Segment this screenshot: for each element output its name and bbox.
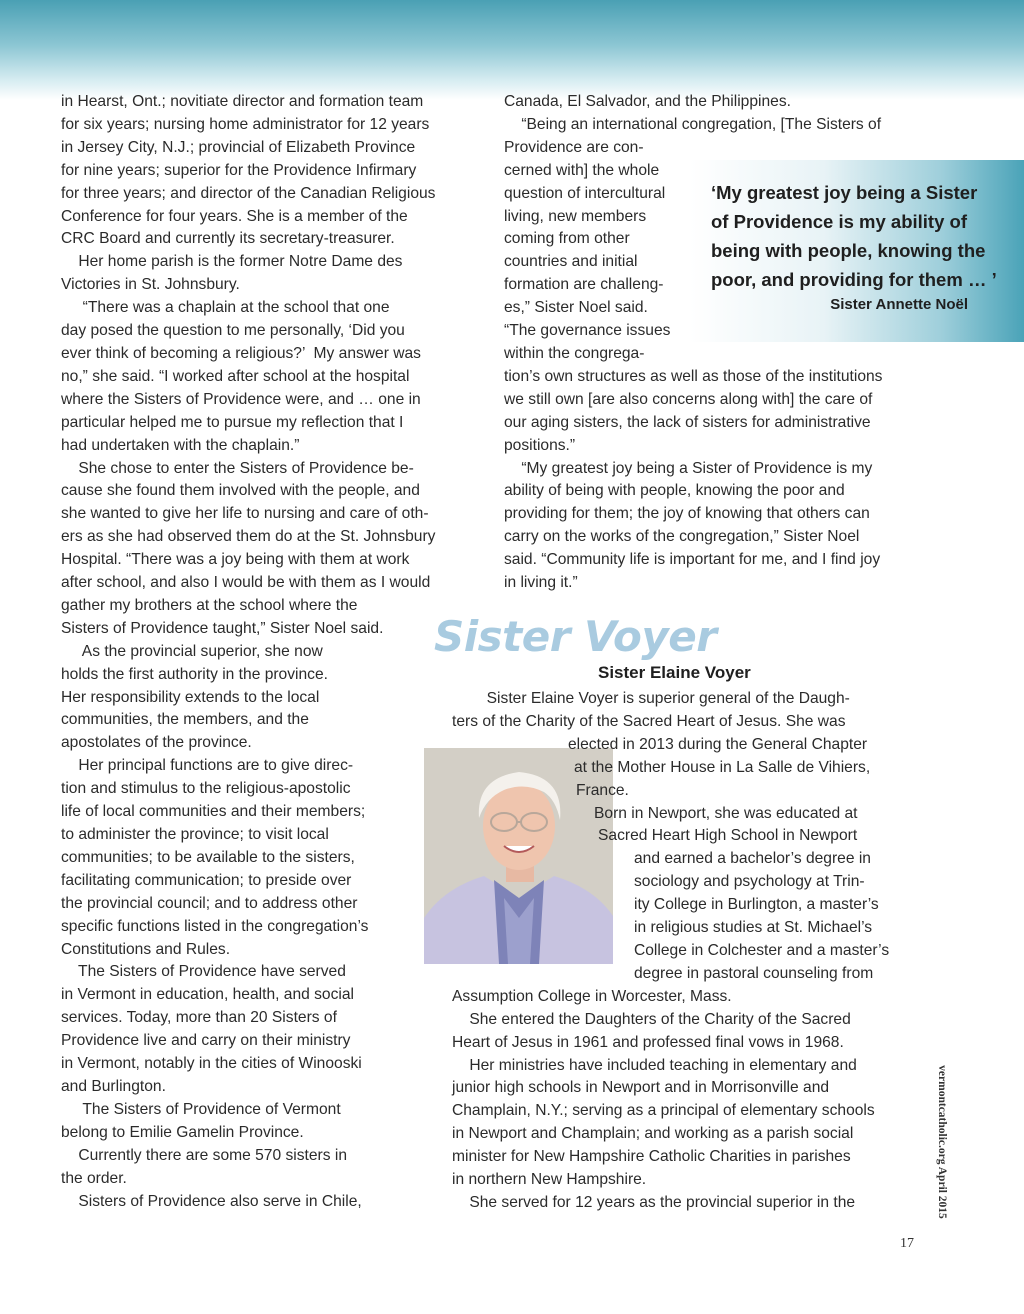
text-line: es,” Sister Noel said. [504,299,648,317]
text-line: ever think of becoming a religious?’ My answer was [61,344,421,362]
text-line: holds the first authority in the province. [61,665,328,683]
section-display-heading: Sister Voyer [434,612,717,661]
text-line: apostolates of the province. [61,734,252,752]
text-line: CRC Board and currently its secretary-treasurer. [61,230,395,248]
text-line: facilitating communication; to preside over [61,871,352,889]
text-line: Her principal functions are to give direc- [61,757,354,775]
pull-quote-line: ‘My greatest joy being a Sister [711,182,978,203]
text-line: day posed the question to me personally, ‘Did you [61,322,405,340]
text-line: communities, the members, and the [61,711,309,729]
text-line: Providence are con- [504,138,644,156]
text-line: in Vermont, notably in the cities of Winooski [61,1055,362,1073]
text-line: to administer the province; to visit local [61,826,329,843]
text-line: no,” she said. “I worked after school at the hospital [61,367,410,385]
text-line: “Being an international congregation, [The Sisters of [504,115,882,133]
text-line: at the Mother House in La Salle de Vihiers, [574,758,871,776]
text-line: degree in pastoral counseling from [634,964,874,982]
article-column-left [61,91,466,1213]
text-line: minister for New Hampshire Catholic Charities in parishes [452,1148,851,1166]
text-line: Sister Elaine Voyer is superior general of the Daugh- [452,690,850,707]
text-line: carry on the works of the congregation,” Sister Noel [504,528,860,546]
header-gradient-band [0,0,1024,100]
text-line: in Hearst, Ont.; novitiate director and formation team [61,93,424,110]
pull-quote-line: being with people, knowing the [711,240,986,261]
pull-quote-attribution: Sister Annette Noël [830,296,968,313]
text-line: tion and stimulus to the religious-apostolic [61,780,351,798]
text-line: in living it.” [504,574,578,592]
text-line: She entered the Daughters of the Charity of the Sacred [452,1010,851,1028]
text-line: said. “Community life is important for me, and I find joy [504,551,881,569]
text-line: gather my brothers at the school where the [61,596,358,614]
text-line: As the provincial superior, she now [61,642,323,660]
text-line: in religious studies at St. Michael’s [634,919,873,937]
text-line: Heart of Jesus in 1961 and professed final vows in 1968. [452,1033,844,1051]
text-line: communities; to be available to the sisters, [61,848,355,866]
text-line: living, new members [504,207,647,225]
text-line: Sacred Heart High School in Newport [598,827,858,845]
text-line: we still own [are also concerns along with] the care of [504,390,873,408]
text-line: ters of the Charity of the Sacred Heart of Jesus. She was [452,712,846,730]
text-line: cause she found them involved with the people, and [61,482,420,500]
text-line: formation are challeng- [504,276,664,294]
text-line: The Sisters of Providence have served [61,963,346,981]
text-line: cerned with] the whole [504,161,660,179]
text-line: for six years; nursing home administrator for 12 years [61,115,430,133]
text-line: She chose to enter the Sisters of Providence be- [61,459,414,477]
text-line: France. [576,781,629,799]
text-line: and Burlington. [61,1077,166,1095]
text-line: Her ministries have included teaching in elementary and [452,1056,857,1074]
text-line: in Newport and Champlain; and working as a parish social [452,1125,854,1143]
text-line: Sisters of Providence taught,” Sister Noel said. [61,619,384,637]
text-line: in Jersey City, N.J.; provincial of Elizabeth Province [61,138,416,156]
text-line: belong to Emilie Gamelin Province. [61,1123,304,1141]
text-line: Canada, El Salvador, and the Philippines. [504,93,791,110]
pull-quote-text [711,178,1011,294]
text-line: she wanted to give her life to nursing and care of oth- [61,505,429,523]
text-line: question of intercultural [504,184,666,202]
text-line: Her responsibility extends to the local [61,688,320,706]
text-line: Hospital. “There was a joy being with them at work [61,551,410,569]
text-line: Constitutions and Rules. [61,940,231,958]
text-line: where the Sisters of Providence were, and … one in [61,390,421,408]
text-line: Champlain, N.Y.; serving as a principal of elementary schools [452,1102,875,1120]
text-line: ers as she had observed them do at the St. Johnsbury [61,528,436,546]
page-number: 17 [900,1236,914,1251]
text-line: Born in Newport, she was educated at [594,804,858,822]
text-line: particular helped me to pursue my reflection that I [61,413,404,431]
text-line: for three years; and director of the Canadian Religious [61,184,436,202]
text-line: ability of being with people, knowing the poor and [504,482,845,500]
text-line: Currently there are some 570 sisters in [61,1146,348,1164]
text-line: “The governance issues [504,322,671,340]
pull-quote-line: poor, and providing for them … ’ [711,269,997,290]
text-line: coming from other [504,230,630,248]
text-line: tion’s own structures as well as those of the institutions [504,367,883,385]
text-line: ity College in Burlington, a master’s [634,896,879,914]
text-line: the order. [61,1169,127,1187]
text-line: The Sisters of Providence of Vermont [61,1100,341,1118]
text-line: “There was a chaplain at the school that one [61,299,390,317]
text-line: life of local communities and their members; [61,803,366,821]
text-line: Sisters of Providence also serve in Chile, [61,1192,362,1210]
article-column-right-bottom [452,688,922,1215]
text-line: after school, and also I would be with them as I would [61,574,431,592]
text-line: Providence live and carry on their ministry [61,1032,351,1050]
text-line: Assumption College in Worcester, Mass. [452,987,732,1005]
text-line: specific functions listed in the congregation’s [61,917,369,935]
text-line: positions.” [504,436,576,454]
text-line: services. Today, more than 20 Sisters of [61,1009,337,1027]
text-line: within the congrega- [504,344,645,362]
section-subheading: Sister Elaine Voyer [598,663,751,682]
text-line: “My greatest joy being a Sister of Providence is my [504,459,873,477]
text-line: for nine years; superior for the Providence Infirmary [61,161,417,179]
magazine-side-credit [935,1062,949,1222]
text-line: sociology and psychology at Trin- [634,873,865,891]
text-line: the provincial council; and to address other [61,894,358,912]
text-line: Victories in St. Johnsbury. [61,276,240,294]
text-line: our aging sisters, the lack of sisters for administrative [504,413,871,431]
text-line: junior high schools in Newport and in Morrisonville and [452,1079,830,1097]
text-line: elected in 2013 during the General Chapter [568,735,868,753]
text-line: providing for them; the joy of knowing that others can [504,505,870,523]
text-line: had undertaken with the chaplain.” [61,436,300,454]
text-line: in Vermont in education, health, and social [61,986,355,1004]
text-line: College in Colchester and a master’s [634,941,890,959]
text-line: Conference for four years. She is a member of the [61,207,408,225]
pull-quote-line: of Providence is my ability of [711,211,967,232]
text-line: Her home parish is the former Notre Dame des [61,253,403,271]
side-credit-text: vermontcatholic.org April 2015 [936,1065,948,1219]
text-line: countries and initial [504,253,638,271]
text-line: She served for 12 years as the provincial superior in the [452,1193,856,1211]
text-line: in northern New Hampshire. [452,1171,647,1189]
text-line: and earned a bachelor’s degree in [634,850,871,868]
